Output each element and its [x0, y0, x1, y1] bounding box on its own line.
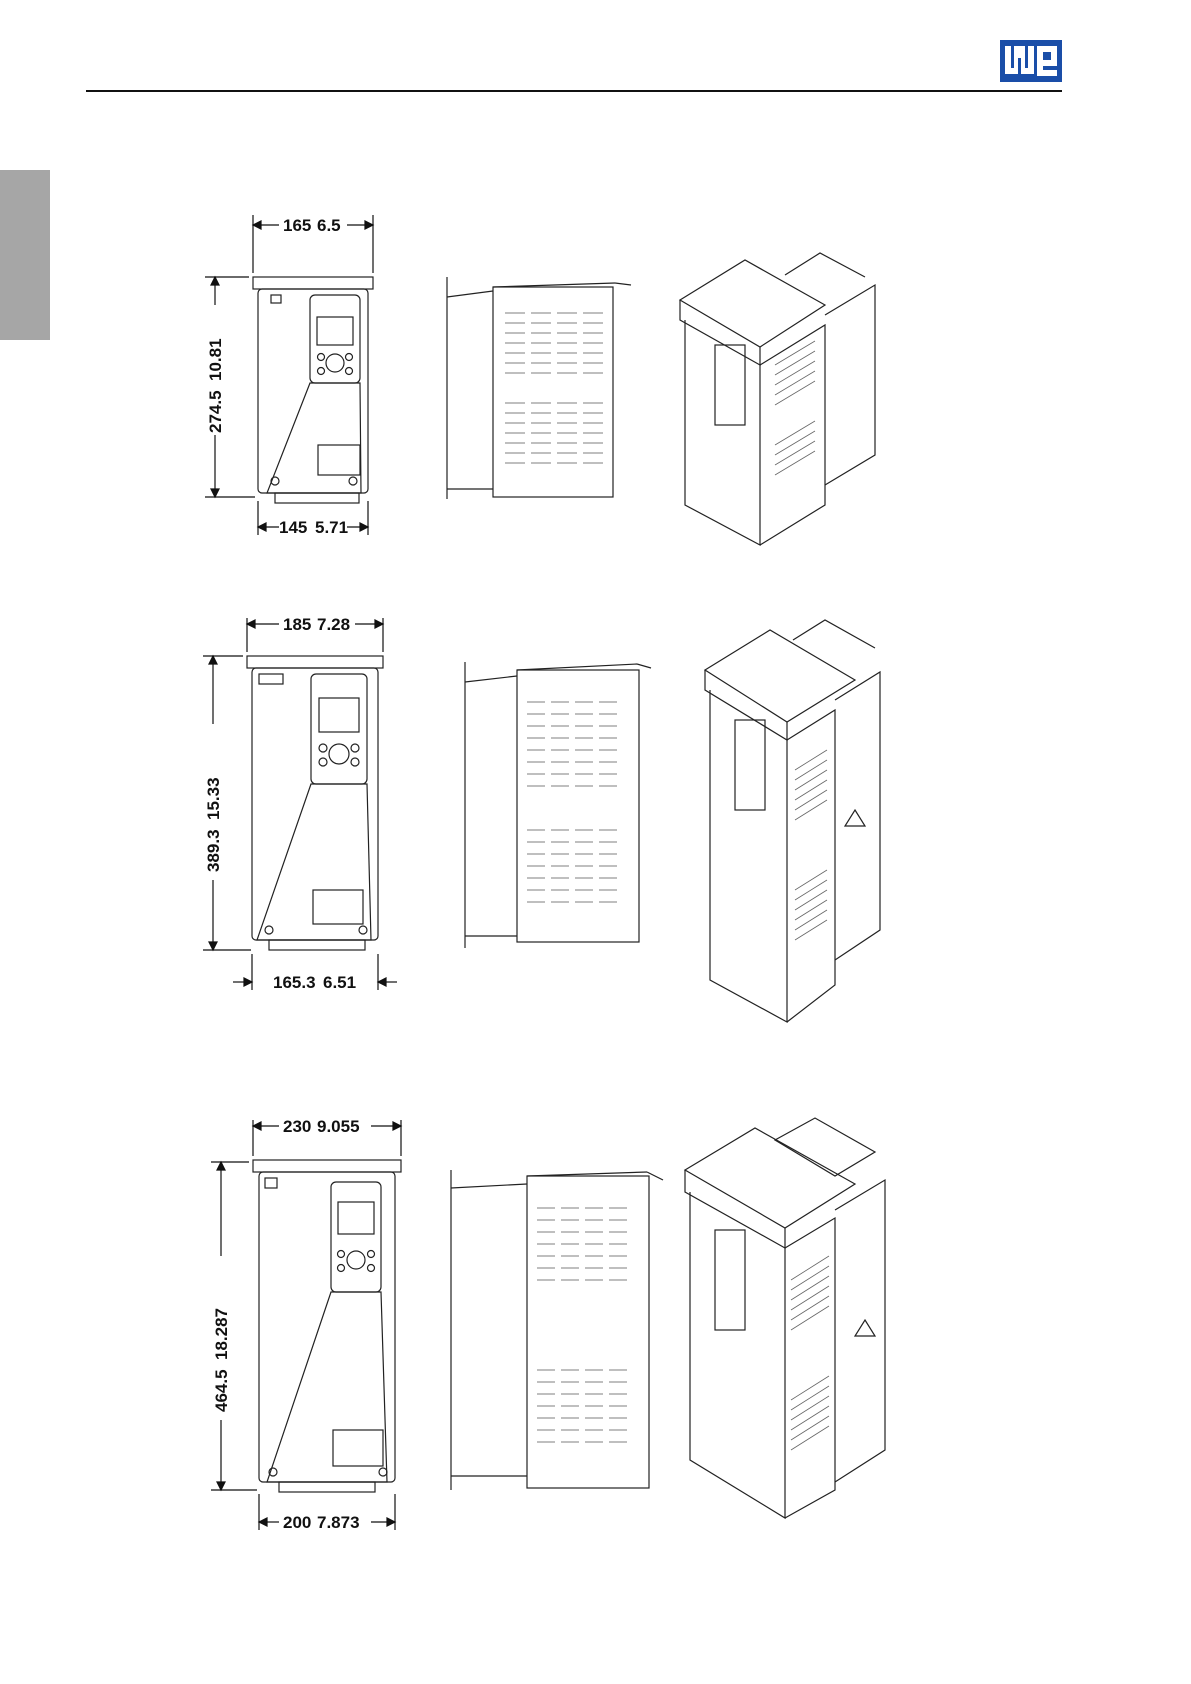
isometric-view [680, 253, 875, 545]
dim-height-inch-c: 18.287 [212, 1308, 231, 1360]
dim-bottom-width-c: 200 [283, 1513, 312, 1532]
dim-top-width-inch-a: 6.5 [317, 216, 341, 235]
dim-height-a: 274.5 [206, 390, 225, 433]
side-view [465, 662, 651, 948]
side-tab [0, 170, 50, 340]
drive-figure-size-c [175, 1110, 945, 1550]
dim-bottom-width-a: 145 [279, 518, 308, 537]
dim-top-width-b: 185 [283, 615, 312, 634]
dim-top-width-inch-b: 7.28 [317, 615, 351, 634]
drive-figure-size-a [175, 205, 945, 565]
header-rule [86, 90, 1062, 92]
dim-top-width-c: 230 [283, 1117, 312, 1136]
dim-top-width-inch-c: 9.055 [317, 1117, 360, 1136]
dim-bottom-width-inch-a: 5.71 [315, 518, 349, 537]
dim-height-c: 464.5 [212, 1369, 231, 1412]
dim-height-b: 389.3 [204, 829, 223, 872]
front-view [247, 656, 383, 950]
dimension-lines [205, 215, 373, 535]
dim-bottom-width-inch-c: 7.873 [317, 1513, 360, 1532]
dim-bottom-width-inch-b: 6.51 [323, 973, 357, 992]
side-view [451, 1170, 663, 1490]
isometric-view [685, 1118, 885, 1518]
drive-figure-size-b [175, 590, 945, 1040]
dim-top-width-a: 165 [283, 216, 312, 235]
front-view [253, 1160, 401, 1492]
dim-height-inch-a: 10.81 [206, 338, 225, 381]
dim-height-inch-b: 15.33 [204, 777, 223, 820]
side-view [447, 277, 631, 499]
weg-logo [1000, 40, 1062, 82]
front-view [253, 277, 373, 503]
dim-bottom-width-b: 165.3 [273, 973, 316, 992]
isometric-view [705, 620, 880, 1022]
